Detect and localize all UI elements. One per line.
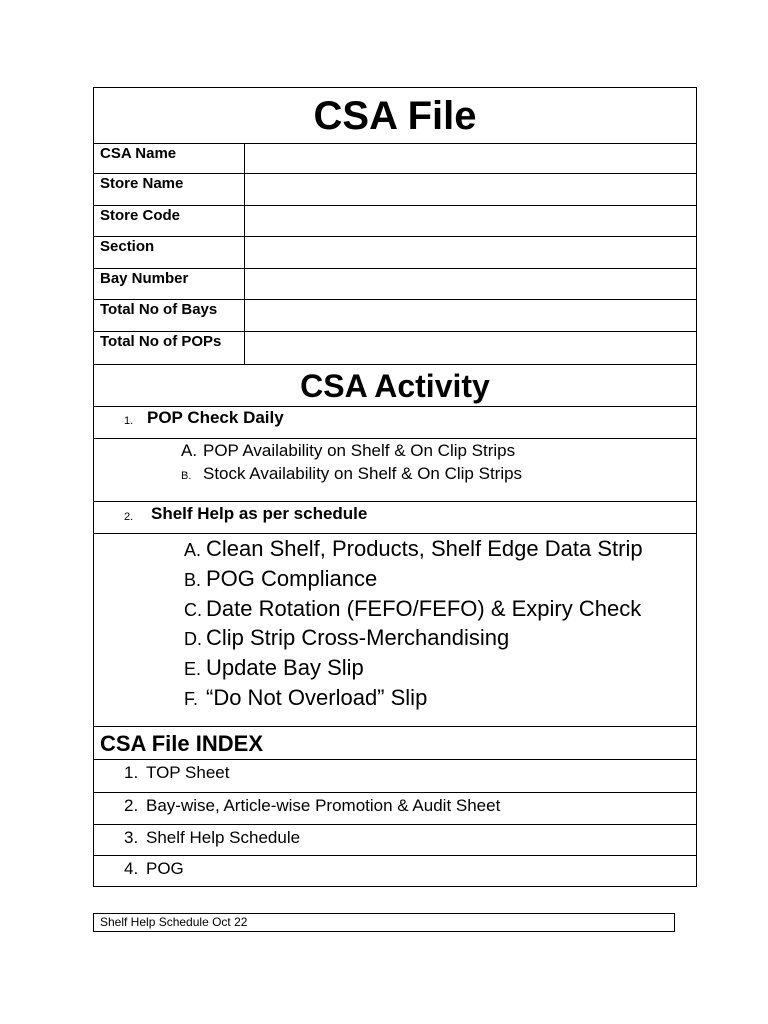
store-code-field[interactable] (245, 206, 696, 236)
item-marker: F. (184, 689, 199, 709)
index-text: Shelf Help Schedule (146, 828, 301, 847)
item-text: Date Rotation (FEFO/FEFO) & Expiry Check (206, 596, 642, 621)
item-text: POP Availability on Shelf & On Clip Strips (203, 441, 516, 460)
index-number: 4. (124, 859, 139, 878)
field-row-total-bays (94, 300, 696, 332)
item-marker: C. (184, 600, 202, 620)
field-label: Total No of POPs (94, 332, 245, 364)
field-label: Store Code (94, 206, 245, 236)
item-text: POG Compliance (206, 566, 378, 591)
section-number: 2. (124, 511, 134, 523)
item-text: Clean Shelf, Products, Shelf Edge Data Strip (206, 536, 643, 561)
item-marker: E. (184, 659, 202, 679)
field-label: Store Name (94, 174, 245, 205)
index-entry (124, 859, 184, 879)
index-entry (124, 828, 300, 848)
list-item (184, 566, 377, 592)
field-row-store-name (94, 174, 696, 206)
field-row-bay-number (94, 269, 696, 300)
section-heading: Shelf Help as per schedule (151, 504, 368, 523)
item-marker: B. (181, 470, 192, 482)
section-1-items (94, 439, 696, 502)
field-label: CSA Name (94, 144, 245, 173)
page-title: CSA File (94, 88, 696, 144)
item-marker: D. (184, 629, 202, 649)
index-item (94, 825, 696, 856)
total-pops-field[interactable] (245, 332, 696, 364)
section-number: 1. (124, 415, 134, 427)
index-text: Bay-wise, Article-wise Promotion & Audit Sheet (146, 796, 501, 815)
index-number: 2. (124, 796, 139, 815)
field-row-store-code (94, 206, 696, 237)
list-item (181, 464, 522, 484)
index-title: CSA File INDEX (94, 727, 696, 760)
index-number: 3. (124, 828, 139, 847)
index-entry (124, 763, 229, 783)
index-text: TOP Sheet (146, 763, 230, 782)
index-item (94, 760, 696, 793)
activity-title: CSA Activity (94, 365, 696, 407)
section-1-heading (94, 407, 696, 439)
field-label: Total No of Bays (94, 300, 245, 331)
index-item (94, 856, 696, 887)
footer-caption: Shelf Help Schedule Oct 22 (93, 913, 675, 932)
section-heading: POP Check Daily (147, 408, 284, 427)
field-label: Bay Number (94, 269, 245, 299)
section-field[interactable] (245, 237, 696, 268)
item-text: “Do Not Overload” Slip (206, 685, 428, 710)
item-text: Stock Availability on Shelf & On Clip Strips (203, 464, 523, 483)
field-row-csa-name (94, 144, 696, 174)
section-2-heading (94, 502, 696, 534)
index-item (94, 793, 696, 825)
index-text: POG (146, 859, 184, 878)
total-bays-field[interactable] (245, 300, 696, 331)
store-name-field[interactable] (245, 174, 696, 205)
list-item (184, 536, 643, 562)
field-row-section (94, 237, 696, 269)
item-marker: B. (184, 570, 202, 590)
item-text: Clip Strip Cross-Merchandising (206, 625, 510, 650)
csa-name-field[interactable] (245, 144, 696, 173)
index-entry (124, 796, 500, 816)
csa-file-form (93, 87, 697, 887)
list-item (184, 596, 641, 622)
list-item (184, 625, 509, 651)
item-marker: A. (184, 540, 202, 560)
item-marker: A. (181, 441, 198, 460)
index-number: 1. (124, 763, 139, 782)
item-text: Update Bay Slip (206, 655, 364, 680)
list-item (184, 685, 427, 711)
field-label: Section (94, 237, 245, 268)
list-item (184, 655, 364, 681)
bay-number-field[interactable] (245, 269, 696, 299)
field-row-total-pops (94, 332, 696, 365)
section-2-items (94, 534, 696, 727)
list-item (181, 441, 515, 461)
